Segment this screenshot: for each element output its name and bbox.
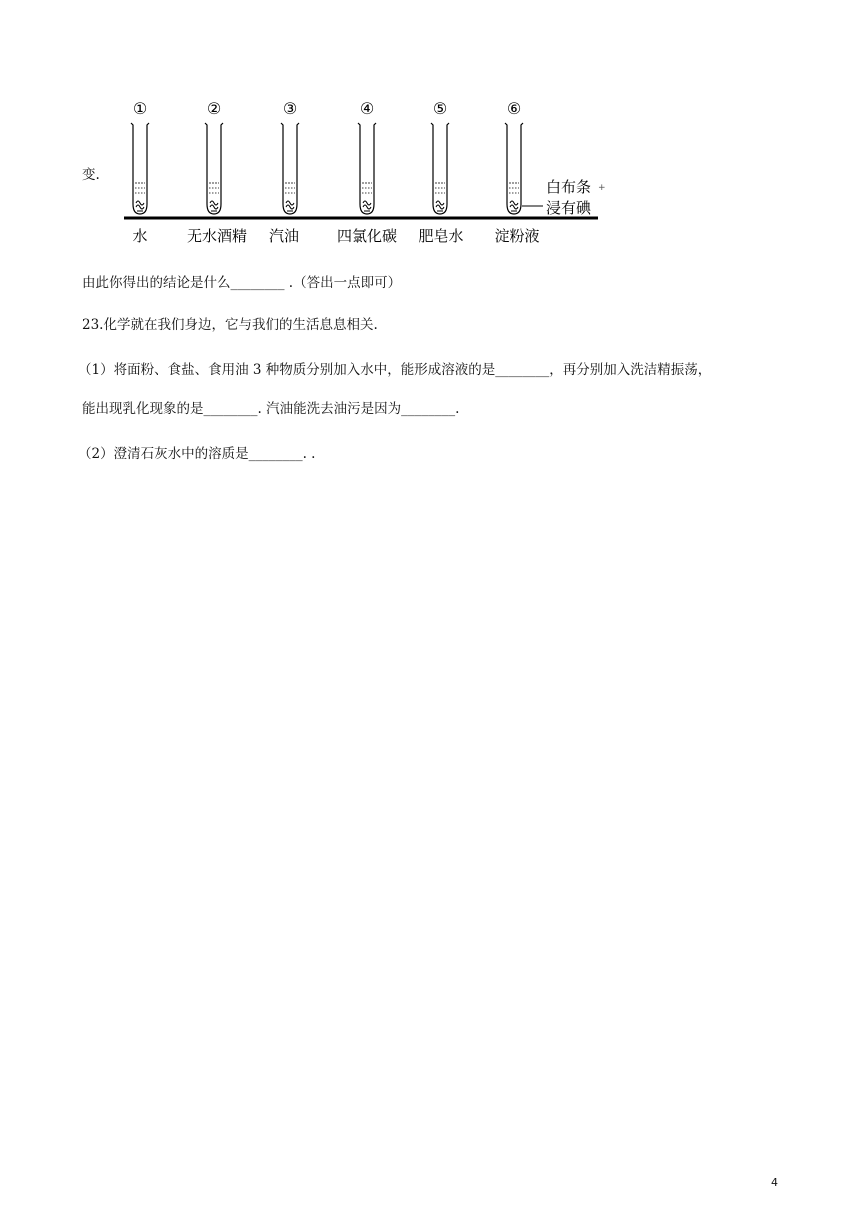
q23-part1-line2: 能出现乳化现象的是________. 汽油能洗去油污是因为________. bbox=[82, 401, 460, 417]
tube-label: 汽油 bbox=[268, 227, 300, 245]
cloth-strip bbox=[510, 201, 518, 211]
test-tube-1 bbox=[131, 99, 149, 245]
tube-label: 肥皂水 bbox=[418, 227, 464, 245]
tube-number: ⑤ bbox=[432, 99, 448, 118]
tube-number: ② bbox=[206, 99, 222, 118]
test-tube-2 bbox=[187, 99, 247, 245]
conclusion-question: 由此你得出的结论是什么________ .（答出一点即可） bbox=[82, 275, 402, 291]
tube-outline bbox=[131, 123, 149, 214]
tube-outline bbox=[281, 123, 299, 214]
q23-part1-line1: （1）将面粉、食盐、食用油 3 种物质分别加入水中，能形成溶液的是________，再分别加入洗洁精振荡， bbox=[78, 362, 712, 378]
tube-number: ① bbox=[132, 99, 148, 118]
test-tube-figure bbox=[0, 0, 860, 260]
tube-label: 水 bbox=[132, 227, 148, 245]
tube-outline bbox=[358, 123, 376, 214]
side-label-dot: + bbox=[598, 183, 606, 193]
page-number: 4 bbox=[771, 1176, 778, 1189]
side-label-line1: 白布条 bbox=[546, 178, 592, 196]
q23-part2: （2）澄清石灰水中的溶质是________. . bbox=[78, 446, 316, 462]
cloth-strip bbox=[136, 201, 144, 211]
cloth-strip bbox=[286, 201, 294, 211]
q23-title: 23.化学就在我们身边，它与我们的生活息息相关. bbox=[82, 317, 378, 333]
test-tube-3 bbox=[269, 99, 299, 245]
tube-number: ④ bbox=[359, 99, 375, 118]
test-tube-5 bbox=[418, 99, 463, 245]
tube-label: 淀粉液 bbox=[494, 227, 540, 245]
cloth-strip bbox=[210, 201, 218, 211]
test-tube-6 bbox=[494, 99, 539, 245]
tube-outline bbox=[505, 123, 523, 214]
tube-number: ③ bbox=[282, 99, 298, 118]
side-label-line2: 浸有碘 bbox=[546, 199, 592, 217]
test-tube-4 bbox=[337, 99, 397, 245]
tube-label: 无水酒精 bbox=[186, 227, 248, 245]
tube-outline bbox=[205, 123, 223, 214]
cloth-strip bbox=[436, 201, 444, 211]
tube-number: ⑥ bbox=[506, 99, 522, 118]
tube-outline bbox=[431, 123, 449, 214]
intro-text: 变. bbox=[82, 167, 100, 183]
cloth-strip bbox=[363, 201, 371, 211]
tube-label: 四氯化碳 bbox=[336, 227, 398, 245]
